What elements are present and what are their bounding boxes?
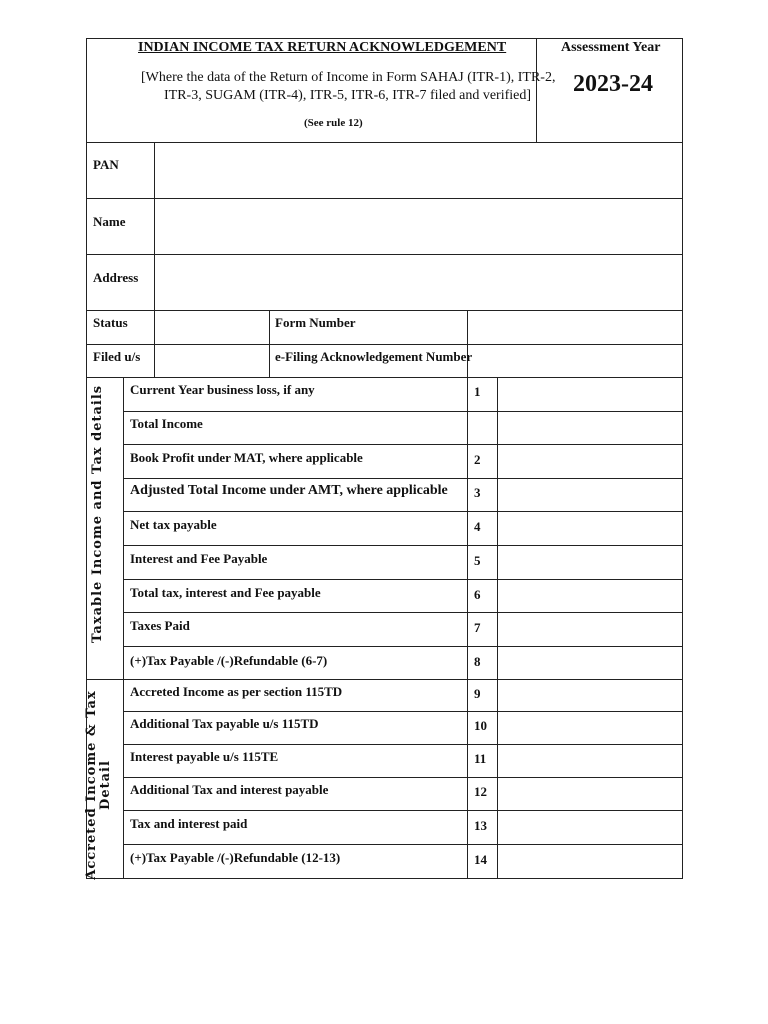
efiling-ack-label: e-Filing Acknowledgement Number — [275, 349, 473, 364]
row-number: 6 — [474, 587, 481, 602]
row-number: 4 — [474, 519, 481, 534]
efiling-ack-value[interactable] — [468, 345, 682, 377]
divider — [682, 38, 683, 879]
row-label: (+)Tax Payable /(-)Refundable (6-7) — [130, 653, 328, 668]
section-accreted-line2: Detail — [98, 760, 114, 810]
address-value[interactable] — [155, 255, 682, 310]
status-value[interactable] — [155, 311, 269, 344]
row-value-cell[interactable] — [498, 845, 682, 878]
row-value-cell[interactable] — [498, 512, 682, 545]
row-value-cell[interactable] — [498, 546, 682, 579]
form-subtitle-line1: [Where the data of the Return of Income in Form SAHAJ (ITR-1), ITR-2, — [141, 70, 556, 85]
section-accreted-income-label — [85, 685, 119, 885]
row-number: 11 — [474, 751, 487, 766]
row-label: Interest and Fee Payable — [130, 551, 268, 566]
status-label: Status — [93, 315, 128, 330]
row-number: 2 — [474, 452, 481, 467]
rule-reference: (See rule 12) — [304, 117, 363, 129]
row-label: Additional Tax and interest payable — [130, 782, 329, 797]
filed-us-value[interactable] — [155, 345, 269, 377]
divider — [123, 377, 124, 879]
row-number: 9 — [474, 686, 481, 701]
row-value-cell[interactable] — [498, 378, 682, 411]
row-number: 14 — [474, 852, 487, 867]
row-label: Total Income — [130, 416, 203, 431]
row-value-cell[interactable] — [498, 712, 682, 744]
section-accreted-line1: Accreted Income & Tax — [84, 690, 99, 880]
pan-value[interactable] — [155, 143, 682, 198]
form-title: INDIAN INCOME TAX RETURN ACKNOWLEDGEMENT — [138, 40, 507, 55]
form-number-label: Form Number — [275, 315, 356, 330]
row-number: 13 — [474, 818, 487, 833]
row-label: Accreted Income as per section 115TD — [130, 684, 343, 699]
assessment-year-label: Assessment Year — [561, 40, 661, 55]
address-label: Address — [93, 270, 139, 285]
row-number: 12 — [474, 784, 487, 799]
name-label: Name — [93, 214, 126, 229]
row-number: 1 — [474, 384, 481, 399]
row-number: 5 — [474, 553, 481, 568]
divider — [536, 38, 537, 143]
row-label: Interest payable u/s 115TE — [130, 749, 279, 764]
row-value-cell[interactable] — [498, 580, 682, 612]
section-taxable-income-label — [90, 384, 111, 643]
divider — [86, 38, 683, 39]
row-label: Book Profit under MAT, where applicable — [130, 450, 363, 465]
row-number: 10 — [474, 718, 487, 733]
divider — [467, 377, 468, 879]
row-number: 7 — [474, 620, 481, 635]
row-label: Tax and interest paid — [130, 816, 248, 831]
form-subtitle-line2: ITR-3, SUGAM (ITR-4), ITR-5, ITR-6, ITR-7 filed and verified] — [164, 88, 532, 103]
assessment-year-value: 2023-24 — [573, 71, 653, 97]
row-label: Adjusted Total Income under AMT, where applicable — [130, 483, 448, 498]
row-value-cell[interactable] — [498, 479, 682, 511]
row-number: 8 — [474, 654, 481, 669]
section-taxable-text: Taxable Income and Tax details — [90, 384, 105, 643]
row-value-cell[interactable] — [498, 680, 682, 711]
row-label: Taxes Paid — [130, 618, 190, 633]
divider — [86, 878, 683, 879]
divider — [269, 310, 270, 377]
row-value-cell[interactable] — [498, 647, 682, 679]
row-value-cell[interactable] — [498, 445, 682, 478]
row-label: (+)Tax Payable /(-)Refundable (12-13) — [130, 850, 341, 865]
row-label: Net tax payable — [130, 517, 217, 532]
row-value-cell[interactable] — [498, 745, 682, 777]
pan-label: PAN — [93, 157, 119, 172]
row-value-cell[interactable] — [498, 811, 682, 844]
row-value-cell[interactable] — [498, 412, 682, 444]
row-value-cell[interactable] — [498, 613, 682, 646]
row-label: Additional Tax payable u/s 115TD — [130, 716, 319, 731]
row-label: Current Year business loss, if any — [130, 382, 315, 397]
row-value-cell[interactable] — [498, 778, 682, 810]
row-number: 3 — [474, 485, 481, 500]
form-number-value[interactable] — [468, 311, 682, 344]
name-value[interactable] — [155, 199, 682, 254]
row-label: Total tax, interest and Fee payable — [130, 585, 321, 600]
filed-us-label: Filed u/s — [93, 349, 141, 364]
